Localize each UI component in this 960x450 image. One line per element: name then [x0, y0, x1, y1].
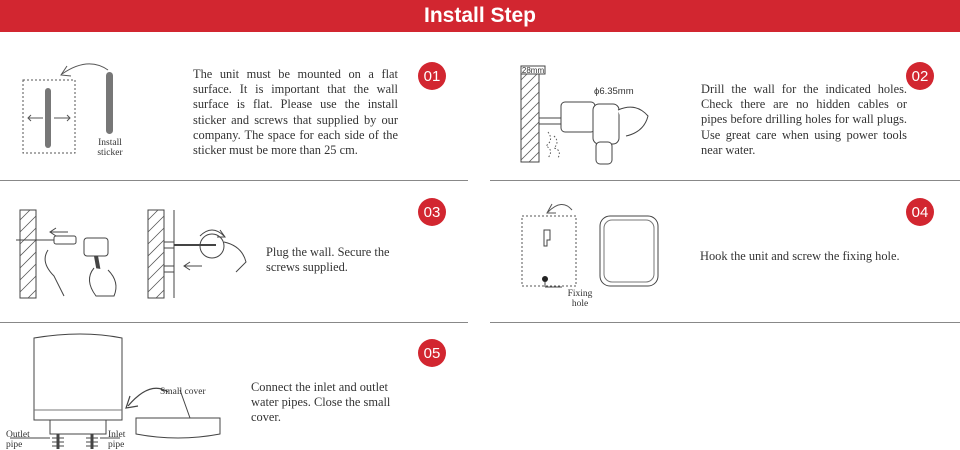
- divider-row-2-right: [490, 322, 960, 323]
- step-01-text: The unit must be mounted on a flat surface. It is important that the wall surface is flat. Please use the install sticker and screws that supplied by our company. The space for each side of the sticker must be more than 25 cm.: [193, 67, 398, 158]
- hook-unit-illustration: [518, 196, 668, 296]
- page-title: Install Step: [423, 4, 537, 27]
- drill-illustration: [518, 62, 688, 167]
- step-04-badge: 04: [906, 198, 934, 226]
- step-02-text: Drill the wall for the indicated holes. Check there are no hidden cables or pipes before drilling holes for wall plugs. Use great care when using power tools near water.: [701, 82, 907, 157]
- divider-row-1-left: [0, 180, 468, 181]
- divider-row-2-left: [0, 322, 468, 323]
- small-cover-label: Small cover: [160, 387, 206, 397]
- divider-row-1-right: [490, 180, 960, 181]
- plug-screw-illustration: [16, 206, 256, 302]
- dimension-label: 28mm: [521, 66, 545, 75]
- inlet-pipe-label: Inlet pipe: [108, 430, 126, 450]
- step-03-badge: 03: [418, 198, 446, 226]
- step-03-text: Plug the wall. Secure the screws supplied.: [266, 245, 390, 275]
- step-05-text: Connect the inlet and outlet water pipes. Close the small cover.: [251, 380, 391, 425]
- step-05-badge: 05: [418, 339, 446, 367]
- header-bar: [0, 0, 960, 32]
- install-sticker-label: Install sticker: [97, 138, 123, 158]
- outlet-pipe-label: Outlet pipe: [6, 430, 30, 450]
- drill-size-label: ϕ6.35mm: [594, 86, 634, 97]
- step-04-text: Hook the unit and screw the fixing hole.: [700, 249, 900, 263]
- step-01-badge: 01: [418, 62, 446, 90]
- step-02-badge: 02: [906, 62, 934, 90]
- fixing-hole-label: Fixing hole: [567, 289, 593, 309]
